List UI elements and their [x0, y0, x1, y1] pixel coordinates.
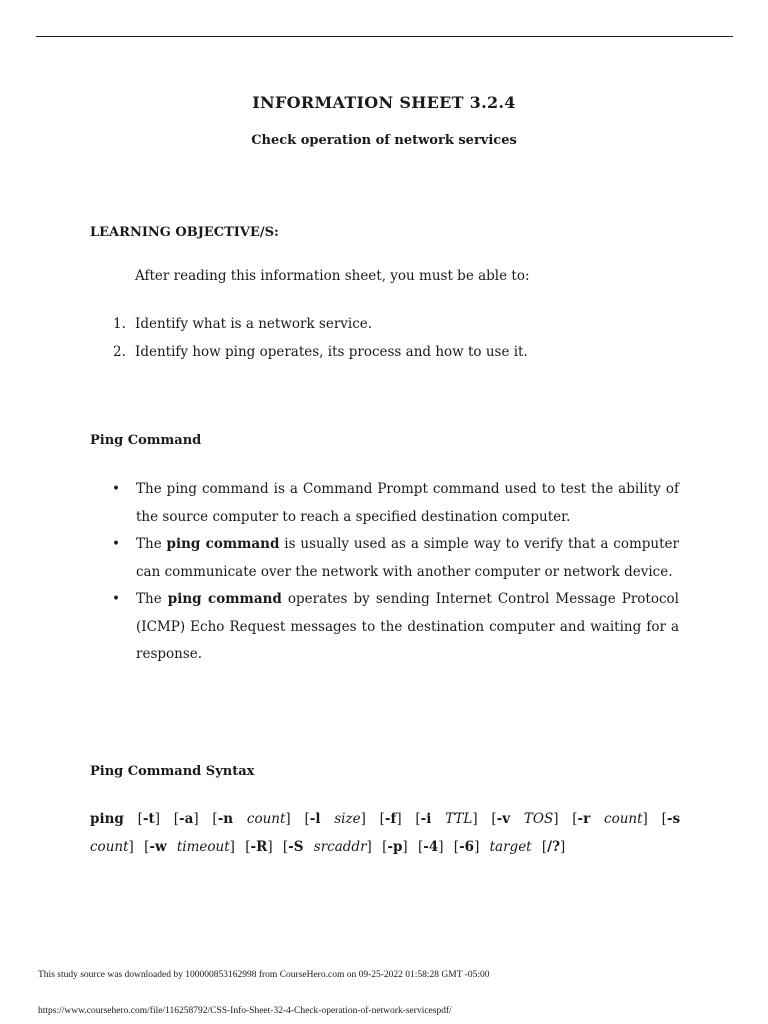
syntax-token: ] — [474, 838, 490, 855]
list-item — [90, 340, 528, 368]
objectives-heading: LEARNING OBJECTIVE/S: — [90, 225, 279, 240]
syntax-token: -f — [384, 811, 397, 827]
objectives-intro: After reading this information sheet, you must be able to: — [135, 268, 530, 284]
syntax-token: /? — [547, 838, 561, 855]
syntax-token: ping — [90, 811, 124, 827]
list-item — [90, 312, 528, 340]
page-subtitle: Check operation of network services — [251, 133, 517, 148]
syntax-token: -s — [666, 811, 681, 827]
syntax-token: srcaddr — [303, 838, 367, 855]
syntax-token: ] [ — [267, 838, 289, 855]
syntax-token: ] — [560, 838, 566, 855]
syntax-token: ] [ — [553, 811, 578, 827]
syntax-token: target — [489, 838, 532, 855]
list-item-number: 2. — [113, 344, 126, 360]
syntax-token: -n — [217, 811, 234, 827]
bullet-icon: • — [112, 536, 120, 552]
bullet-icon: • — [112, 481, 120, 497]
syntax-token: timeout — [166, 838, 230, 855]
syntax-token: size — [320, 811, 361, 827]
syntax-token: -i — [420, 811, 432, 827]
syntax-token: -a — [179, 811, 194, 827]
list-item: • The ping command operates by sending Internet Control Message Protocol (ICMP) Echo Request messages to the destination computer and waiting for a response. — [112, 586, 679, 669]
syntax-token: count — [233, 811, 286, 827]
syntax-line — [90, 806, 680, 861]
syntax-heading: Ping Command Syntax — [90, 764, 255, 779]
syntax-token: -r — [577, 811, 591, 827]
syntax-token: -6 — [459, 838, 475, 855]
syntax-token: TOS — [510, 811, 554, 827]
source-url[interactable]: https://www.coursehero.com/file/116258792/CSS-Info-Sheet-32-4-Check-operation-of-network-servicespdf/ — [38, 1006, 452, 1016]
syntax-token: count — [590, 811, 643, 827]
list-item: • The ping command is usually used as a simple way to verify that a computer can communicate over the network with another computer or network device. — [112, 531, 679, 586]
syntax-token: ] [ — [154, 811, 180, 827]
syntax-token: -4 — [423, 838, 439, 855]
syntax-token: [ — [123, 811, 143, 827]
syntax-token: -l — [309, 811, 321, 827]
bullet-icon: • — [112, 591, 120, 607]
header-rule — [36, 36, 733, 37]
download-note: This study source was downloaded by 100000853162998 from CourseHero.com on 09-25-2022 01:58:28 GMT -05:00 — [38, 970, 490, 980]
syntax-token: ] [ — [193, 811, 218, 827]
syntax-token: ] [ — [472, 811, 497, 827]
syntax-token: -v — [496, 811, 511, 827]
list-item-text: Identify how ping operates, its process and how to use it. — [135, 344, 528, 360]
list-item: • The ping command is a Command Prompt command used to test the ability of the source computer to reach a specified destination computer. — [112, 476, 679, 531]
syntax-token: ] [ — [366, 838, 388, 855]
syntax-token: -t — [142, 811, 155, 827]
syntax-token: ] [ — [402, 838, 424, 855]
syntax-token: ] [ — [229, 838, 251, 855]
list-item-text: Identify what is a network service. — [135, 316, 373, 332]
syntax-token: ] [ — [360, 811, 385, 827]
syntax-token: ] [ — [396, 811, 421, 827]
syntax-token: -S — [288, 838, 304, 855]
syntax-token: -p — [387, 838, 403, 855]
syntax-token: -w — [149, 838, 167, 855]
syntax-token: -R — [250, 838, 268, 855]
ping-bullet-list — [112, 476, 679, 669]
list-item-number: 1. — [113, 316, 126, 332]
objectives-list — [90, 312, 528, 368]
syntax-token: ] [ — [438, 838, 460, 855]
syntax-token: [ — [531, 838, 548, 855]
syntax-token: ] [ — [128, 838, 150, 855]
ping-heading: Ping Command — [90, 433, 202, 448]
page-title: INFORMATION SHEET 3.2.4 — [252, 93, 516, 112]
syntax-token: ] [ — [642, 811, 667, 827]
syntax-token: count — [90, 838, 129, 855]
syntax-token: TTL — [431, 811, 473, 827]
syntax-token: ] [ — [285, 811, 310, 827]
